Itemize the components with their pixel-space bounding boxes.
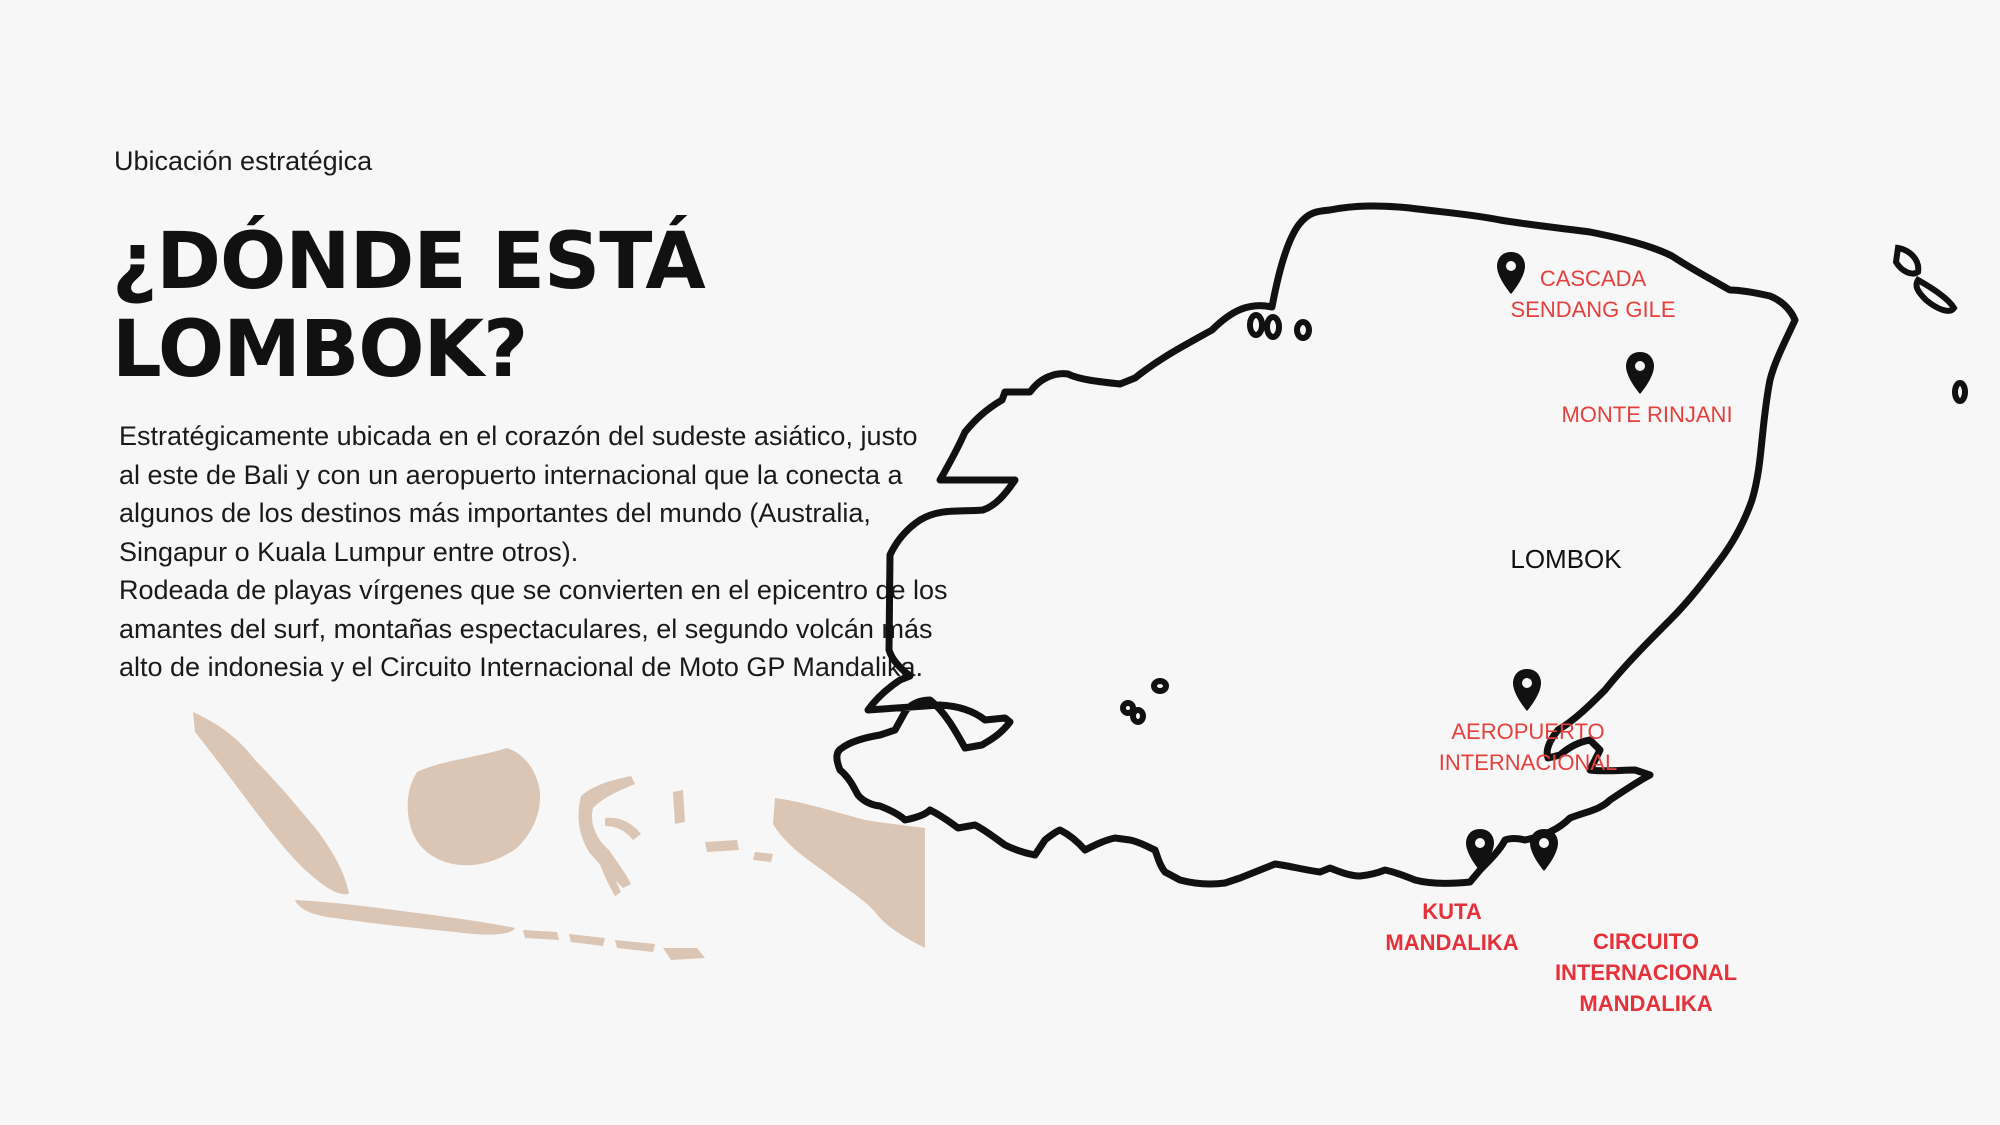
gili-islet-2 bbox=[1267, 317, 1279, 337]
description-paragraph-1: Estratégicamente ubicada en el corazón del sudeste asiático, justo al este de Bali y con un aeropuerto internacional que la conecta a algunos de los destinos más importantes del mundo (Australia, Singapur o Kuala Lumpur entre otros). bbox=[119, 421, 918, 567]
islet-e bbox=[1955, 383, 1965, 401]
gili-islet-3 bbox=[1297, 322, 1309, 338]
place-label-aeropuerto: AEROPUERTO INTERNACIONAL bbox=[1438, 719, 1618, 775]
islet-w-3 bbox=[1154, 681, 1166, 691]
island-label-lombok: LOMBOK bbox=[1510, 544, 1622, 574]
islet-ne-1 bbox=[1896, 248, 1918, 274]
place-label-kuta: KUTA MANDALIKA bbox=[1385, 899, 1519, 955]
map-pin-icon[interactable] bbox=[1626, 352, 1654, 394]
islet-w-2 bbox=[1133, 710, 1143, 722]
gili-islet-1 bbox=[1250, 315, 1262, 335]
description-paragraph-2: Rodeada de playas vírgenes que se convierten en el epicentro de los amantes del surf, montañas espectaculares, el segundo volcán más alto de indonesia y el Circuito Internacional de Moto GP Mandalika. bbox=[119, 575, 948, 682]
page-title: ¿DÓNDE ESTÁ LOMBOK? bbox=[112, 217, 705, 395]
place-label-rinjani: MONTE RINJANI bbox=[1561, 402, 1733, 427]
place-label-cascada: CASCADA SENDANG GILE bbox=[1510, 266, 1676, 322]
place-label-circuito: CIRCUITO INTERNACIONAL MANDALIKA bbox=[1554, 929, 1738, 1016]
map-pin-icon[interactable] bbox=[1530, 829, 1558, 871]
map-pin-icon[interactable] bbox=[1513, 669, 1541, 711]
islet-ne-2 bbox=[1916, 280, 1954, 311]
eyebrow-label: Ubicación estratégica bbox=[114, 146, 373, 176]
